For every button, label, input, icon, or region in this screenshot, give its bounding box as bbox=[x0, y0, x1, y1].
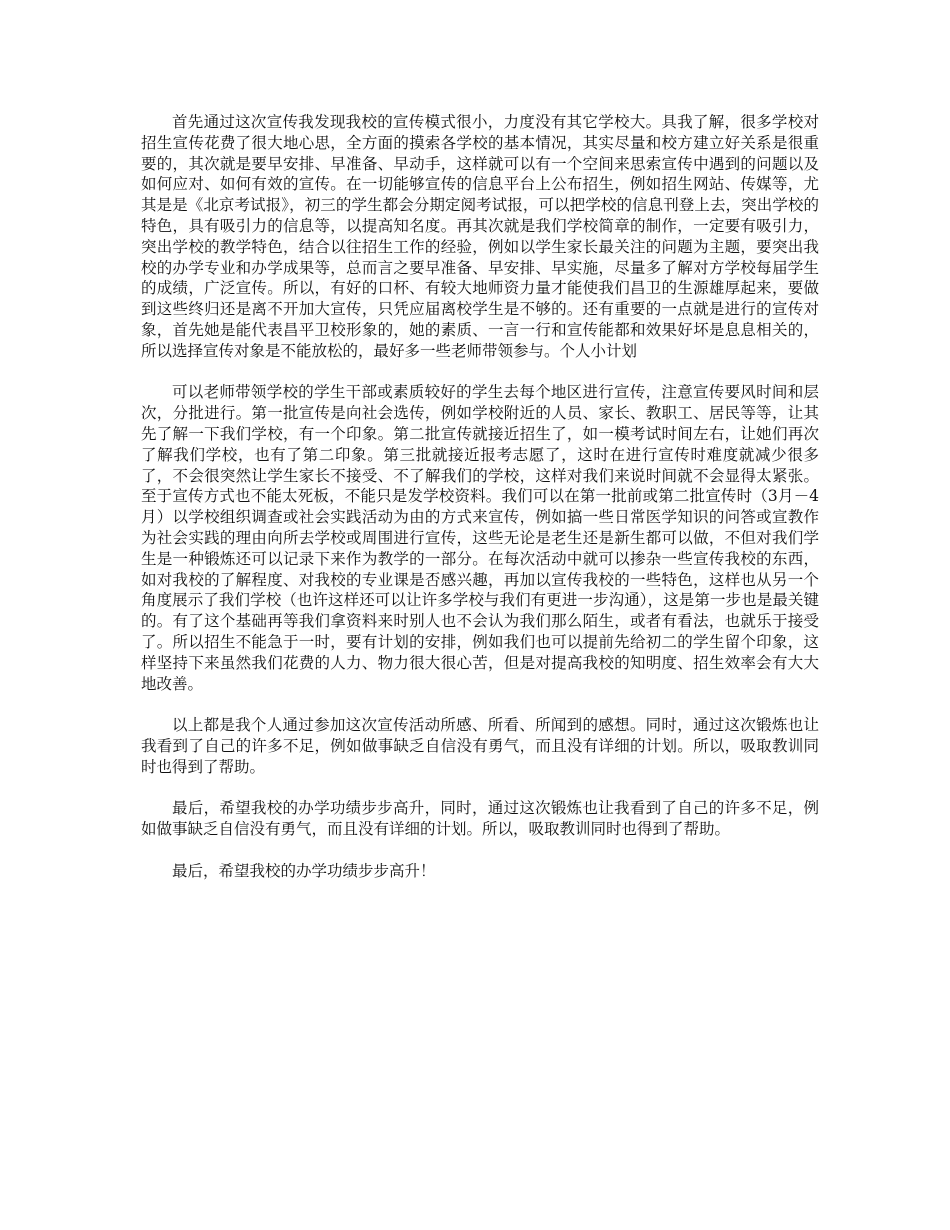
paragraph-1: 首先通过这次宣传我发现我校的宣传模式很小，力度没有其它学校大。具我了解，很多学校对招生宣传花费了很大地心思，全方面的摸索各学校的基本情况，其实尽量和校方建立好关系是很重要的，其次就是要早安排、早准备、早动手，这样就可以有一个空间来思索宣传中遇到的问题以及如何应对、如何有效的宣传。在一切能够宣传的信息平台上公布招生，例如招生网站、传媒等，尤其是是《北京考试报》，初三的学生都会分期定阅考试报，可以把学校的信息刊登上去，突出学校的特色，具有吸引力的信息等，以提高知名度。再其次就是我们学校简章的制作，一定要有吸引力，突出学校的教学特色，结合以往招生工作的经验，例如以学生家长最关注的问题为主题，要突出我校的办学专业和办学成果等，总而言之要早准备、早安排、早实施，尽量多了解对方学校每届学生的成绩，广泛宣传。所以，有好的口杯、有较大地师资力量才能使我们昌卫的生源雄厚起来，要做到这些终归还是离不开加大宣传，只凭应届离校学生是不够的。还有重要的一点就是进行的宣传对象，首先她是能代表昌平卫校形象的，她的素质、一言一行和宣传能都和效果好坏是息息相关的，所以选择宣传对象是不能放松的，最好多一些老师带领参与。个人小计划 bbox=[141, 113, 819, 360]
paragraph-4: 最后，希望我校的办学功绩步步高升，同时，通过这次锻炼也让我看到了自己的许多不足，例如做事缺乏自信没有勇气，而且没有详细的计划。所以，吸取教训同时也得到了帮助。 bbox=[141, 799, 819, 839]
paragraph-3: 以上都是我个人通过参加这次宣传活动所感、所看、所闻到的感想。同时，通过这次锻炼也让我看到了自己的许多不足，例如做事缺乏自信没有勇气，而且没有详细的计划。所以，吸取教训同时也得到了帮助。 bbox=[141, 716, 819, 776]
paragraph-2: 可以老师带领学校的学生干部或素质较好的学生去每个地区进行宣传，注意宣传要风时间和层次，分批进行。第一批宣传是向社会选传，例如学校附近的人员、家长、教职工、居民等等，让其先了解一下我们学校，有一个印象。第二批宣传就接近招生了，如一模考试时间左右，让她们再次了解我们学校，也有了第二印象。第三批就接近报考志愿了，这时在进行宣传时难度就减少很多了，不会很突然让学生家长不接受、不了解我们的学校，这样对我们来说时间就不会显得太紧张。至于宣传方式也不能太死板，不能只是发学校资料。我们可以在第一批前或第二批宣传时（3月－4月）以学校组织调查或社会实践活动为由的方式来宣传，例如搞一些日常医学知识的问答或宣教作为社会实践的理由向所去学校或周围进行宣传，这些无论是老生还是新生都可以做，不但对我们学生是一种锻炼还可以记录下来作为教学的一部分。在每次活动中就可以掺杂一些宣传我校的东西，如对我校的了解程度、对我校的专业课是否感兴趣，再加以宣传我校的一些特色，这样也从另一个角度展示了我们学校（也许这样还可以让许多学校与我们有更进一步沟通），这是第一步也是最关键的。有了这个基础再等我们拿资料来时别人也不会认为我们那么陌生，或者有看法，也就乐于接受了。所以招生不能急于一时，要有计划的安排，例如我们也可以提前先给初二的学生留个印象，这样坚持下来虽然我们花费的人力、物力很大很心苦，但是对提高我校的知明度、招生效率会有大大地改善。 bbox=[141, 383, 819, 693]
document-body bbox=[141, 112, 819, 902]
paragraph-5: 最后，希望我校的办学功绩步步高升！ bbox=[172, 861, 436, 880]
